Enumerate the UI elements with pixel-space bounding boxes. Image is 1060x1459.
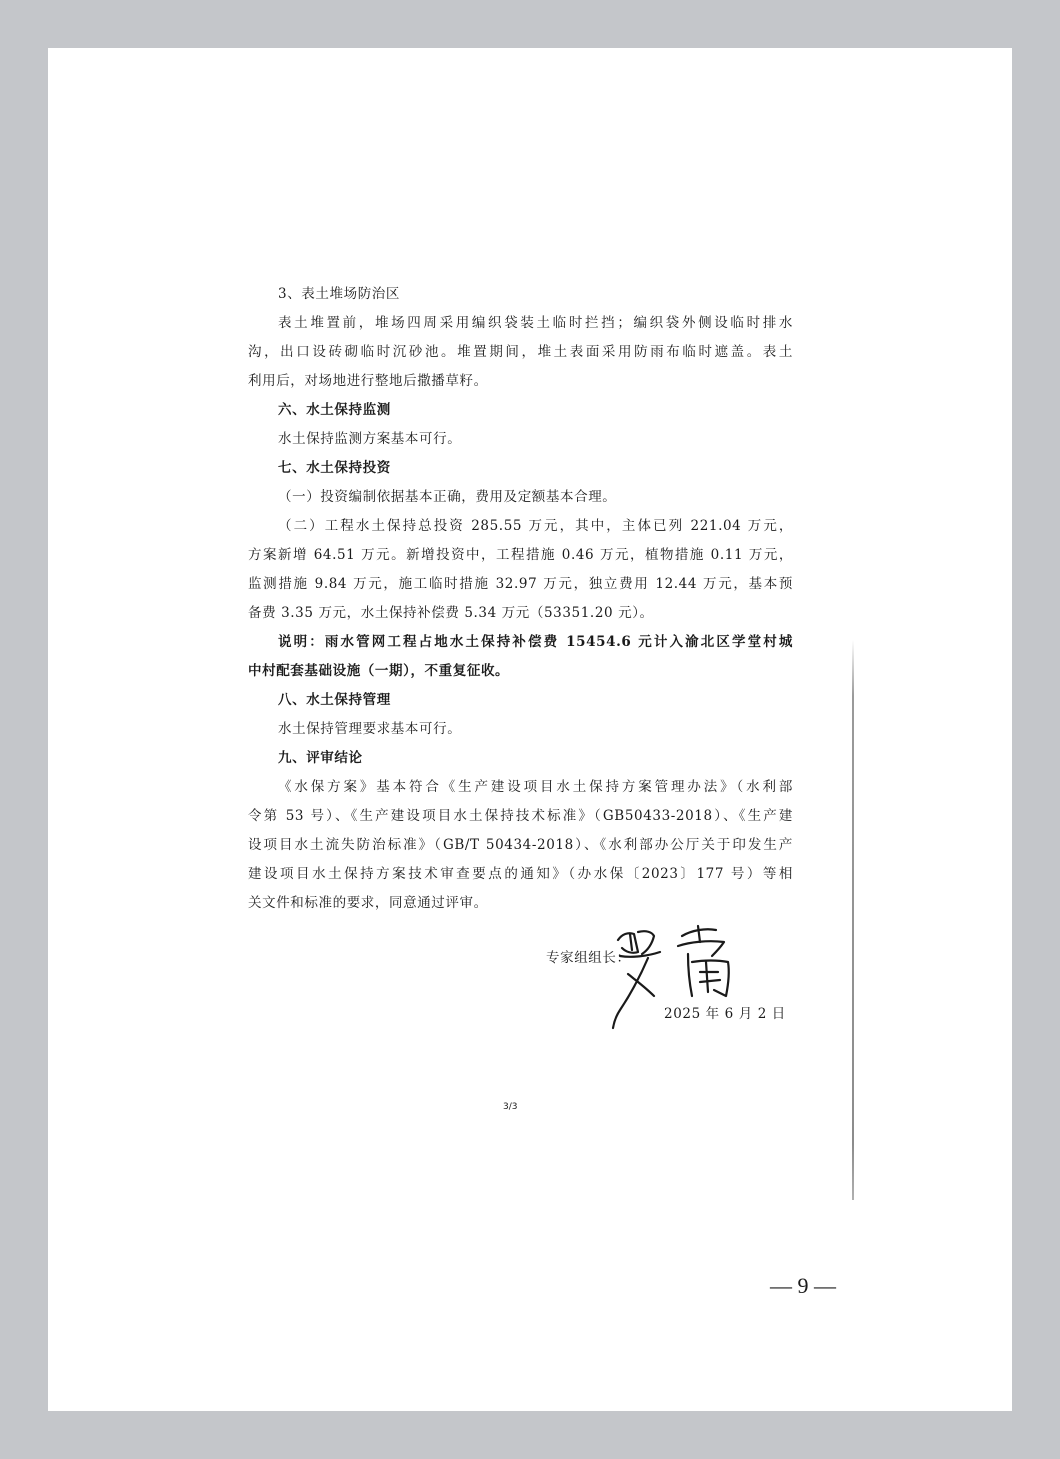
paragraph-line: 水土保持监测方案基本可行。 xyxy=(278,431,462,447)
paragraph-line: 令第 53 号）、《生产建设项目水土保持技术标准》（GB50433-2018）、《生产建 xyxy=(248,808,793,824)
paragraph-line: 关文件和标准的要求，同意通过评审。 xyxy=(248,895,488,911)
note-line: 中村配套基础设施（一期），不重复征收。 xyxy=(248,663,510,679)
paragraph-line: 水土保持管理要求基本可行。 xyxy=(278,721,462,737)
section-6-heading: 六、水土保持监测 xyxy=(278,402,391,418)
paragraph-line: 方案新增 64.51 万元。新增投资中，工程措施 0.46 万元，植物措施 0.11 万元， xyxy=(248,547,793,563)
paragraph-line: 《水保方案》基本符合《生产建设项目水土保持方案管理办法》（水利部 xyxy=(278,779,793,795)
paragraph-line: 利用后，对场地进行整地后撒播草籽。 xyxy=(248,373,488,389)
scan-edge-line xyxy=(852,640,854,1200)
signature-label: 专家组组长： xyxy=(546,950,631,966)
paragraph-line: 表土堆置前，堆场四周采用编织袋装土临时拦挡；编织袋外侧设临时排水 xyxy=(278,315,793,331)
section-3-heading: 3、表土堆场防治区 xyxy=(278,286,400,302)
document-body xyxy=(248,280,793,918)
page-number: — 9 — xyxy=(770,1273,836,1298)
paragraph-line: 备费 3.35 万元，水土保持补偿费 5.34 万元（53351.20 元）。 xyxy=(248,605,654,621)
section-8-heading: 八、水土保持管理 xyxy=(278,692,391,708)
signature-date: 2025 年 6 月 2 日 xyxy=(664,1006,786,1022)
section-7-heading: 七、水土保持投资 xyxy=(278,460,391,476)
sub-page-number: 3/3 xyxy=(503,1102,518,1112)
note-line: 说明：雨水管网工程占地水土保持补偿费 15454.6 元计入渝北区学堂村城 xyxy=(278,634,793,650)
paragraph-line: 沟，出口设砖砌临时沉砂池。堆置期间，堆土表面采用防雨布临时遮盖。表土 xyxy=(248,344,793,360)
paragraph-line: （二）工程水土保持总投资 285.55 万元，其中，主体已列 221.04 万元， xyxy=(278,518,793,534)
paragraph-line: 监测措施 9.84 万元，施工临时措施 32.97 万元，独立费用 12.44 万元，基本预 xyxy=(248,576,793,592)
paragraph-line: （一）投资编制依据基本正确，费用及定额基本合理。 xyxy=(278,489,617,505)
paragraph-line: 设项目水土流失防治标准》（GB/T 50434-2018）、《水利部办公厅关于印发生产 xyxy=(248,837,793,853)
section-9-heading: 九、评审结论 xyxy=(278,750,363,766)
paragraph-line: 建设项目水土保持方案技术审查要点的通知》（办水保〔2023〕177 号）等相 xyxy=(248,866,793,882)
